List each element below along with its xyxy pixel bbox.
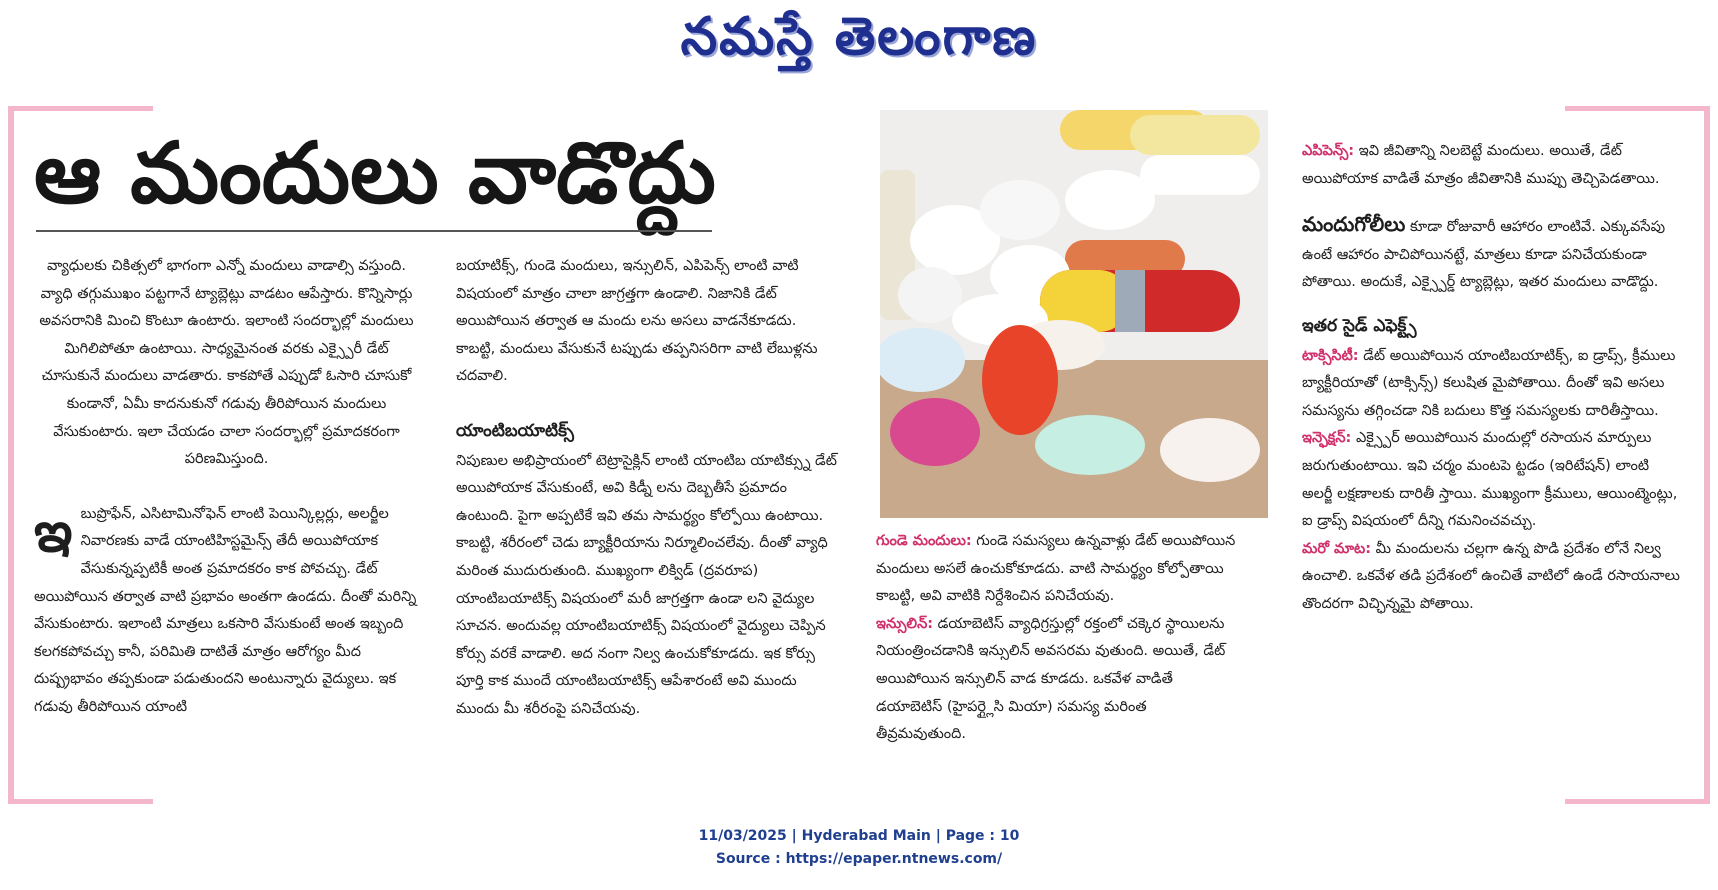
infection-text: ఎక్స్పైర్ అయిపోయిన మందుల్లో రసాయన మార్పులు జరుగుతుంటాయి. ఇవి చర్మం మంటపె ట్టడం (ఇరిటేషన్) లాంటి అలర్జీ లక్షణాలకు దారితీ స్తాయి. ముఖ్యంగా క్రీములు, ఆయింట్మెంట్లు, ఐ డ్రాప్స్ విషయంలో దీన్ని గమనించవచ్చు. bbox=[1302, 430, 1678, 530]
painkillers-text: బుప్రొఫేన్, ఎసిటామినోఫెన్ లాంటి పెయిన్కిల్లర్లు, అలర్జీల నివారణకు వాడే యాంటిహిస్టమైన్స్ తేదీ అయిపోయాక వేసుకున్నప్పటికీ అంత ప్రమాదకరం కాక పోవచ్చు. డేట్ అయిపోయిన తర్వాత వాటి ప్రభావం అంతగా ఉండదు. దీంతో మరిన్ని వేసుకుంటారు. ఇలాంటి మాత్రలు ఒకసారి వేసుకుంటే అంత ఇబ్బంది కలగకపోవచ్చు కానీ, పరిమితి దాటితే మాత్రం ఆరోగ్యం మీద దుష్ప్రభావం తప్పకుండా పడుతుందని అంటున్నారు వైద్యులు. ఇక గడువు తీరిపోయిన యాంటి bbox=[34, 505, 417, 715]
antibiotics-subhead: యాంటిబయాటిక్స్ bbox=[456, 420, 574, 441]
drop-cap: ఇ bbox=[34, 499, 73, 565]
pills-text: కూడా రోజువారీ ఆహారం లాంటివే. ఎక్కువసేపు ఉంటే ఆహారం పాచిపోయినట్టే, మాత్రలు కూడా పనిచేయకుండా పోతాయి. అందుకే, ఎక్స్పైర్డ్ ట్యాబ్లెట్లు, ఇతర మందులు వాడొద్దు. bbox=[1302, 219, 1666, 291]
pills-lead: మందుగోలీలు bbox=[1302, 212, 1406, 237]
masthead-logo: నమస్తే తెలంగాణ bbox=[680, 6, 1038, 67]
insulin-label: ఇన్సులిన్: bbox=[876, 615, 934, 632]
insulin-text: డయాబెటిస్ వ్యాధిగ్రస్తుల్లో రక్తంలో చక్కెర స్థాయిలను నియంత్రించడానికి ఇన్సులిన్ అవసరమ వుతుంది. అయితే, డేట్ అయిపోయిన ఇన్సులిన్ వాడ కూడదు. ఒకవేళ వాడితే డయాబెటిస్ (హైపర్గ్లైసి మియా) సమస్య మరింత తీవ్రమవుతుంది. bbox=[876, 615, 1226, 743]
footer-edition-info: 11/03/2025 | Hyderabad Main | Page : 10 bbox=[698, 828, 1020, 844]
column2-paragraph: బయాటిక్స్, గుండె మందులు, ఇన్సులిన్, ఎపిపెన్స్ లాంటి వాటి విషయంలో మాత్రం చాలా జాగ్రత్తగా ఉండాలి. నిజానికి డేట్ అయిపోయిన తర్వాత ఆ మందు లను అసలు వాడనేకూడదు. కాబట్టి, మందులు వేసుకునే టప్పుడు తప్పనిసరిగా వాటి లేబుళ్లను చదవాలి. bbox=[456, 258, 818, 385]
article-column-2 bbox=[456, 253, 838, 751]
antibiotics-paragraph: నిపుణుల అభిప్రాయంలో టెట్రాసైక్లిన్ లాంటి యాంటిబ యాటిక్స్ను డేట్ అయిపోయాక వేసుకుంటే, అవి కిడ్నీ లను దెబ్బతీసే ప్రమాదం ఉంటుంది. పైగా అప్పటికే ఇవి తమ సామర్థ్యం కోల్పోయి ఉంటాయి. కాబట్టి, శరీరంలో చెడు బ్యాక్టీరియాను నిర్మూలించలేవు. దీంతో వ్యాధి మరింత ముదురుతుంది. ముఖ్యంగా లిక్విడ్ (ద్రవరూప) యాంటిబయాటిక్స్ విషయంలో మరీ జాగ్రత్తగా ఉండా లని వైద్యుల సూచన. అందువల్ల యాంటిబయాటిక్స్ విషయంలో వైద్యులు చెప్పిన కోర్సు వరకే వాడాలి. అద నంగా నిల్వ ఉంచుకోకూడదు. ఇక కోర్సు పూర్తి కాక ముందే యాంటిబయాటిక్స్ ఆపేశారంటే అవి ముందు ముందు మీ శరీరంపై పనిచేయవు. bbox=[456, 452, 837, 717]
epipen-item bbox=[1302, 138, 1682, 193]
article-column-4 bbox=[1302, 138, 1682, 619]
heart-medicine-text: గుండె సమస్యలు ఉన్నవాళ్లు డేట్ అయిపోయిన మందులు అసలే ఉంచుకోకూడదు. వాటి సామర్థ్యం కోల్పోతాయి కాబట్టి, అవి వాటికి నిర్దేశించిన పనిచేయవు. bbox=[876, 533, 1236, 605]
frame-border-left-top bbox=[8, 106, 153, 111]
pills-paragraph bbox=[1302, 211, 1682, 297]
article-headline: ఆ మందులు వాడొద్దు bbox=[34, 124, 716, 222]
epipen-text: ఇవి జీవితాన్ని నిలబెట్టే మందులు. అయితే, డేట్ అయిపోయాక వాడితే మాత్రం జీవితానికి ముప్పు తెచ్చిపెడతాయి. bbox=[1302, 143, 1660, 187]
frame-border-right-top bbox=[1565, 106, 1710, 111]
frame-border-right-bottom bbox=[1565, 799, 1710, 804]
pills-photo bbox=[880, 110, 1268, 518]
footer-source-link[interactable]: Source : https://epaper.ntnews.com/ bbox=[715, 851, 1003, 867]
more-note-item bbox=[1302, 536, 1682, 619]
headline-rule bbox=[36, 230, 712, 232]
frame-border-left bbox=[8, 106, 14, 804]
insulin-item bbox=[876, 611, 1241, 749]
pills-illustration bbox=[880, 110, 1268, 518]
heart-medicine-item bbox=[876, 528, 1241, 611]
toxicity-text: డేట్ అయిపోయిన యాంటిబయాటిక్స్, ఐ డ్రాప్స్, క్రీములు బ్యాక్టీరియాతో (టాక్సిన్స్) కలుషిత మైపోతాయి. దీంతో ఇవి అసలు సమస్యను తగ్గించడా నికి బదులు కొత్త సమస్యలకు దారితీస్తాయి. bbox=[1302, 347, 1676, 419]
toxicity-item bbox=[1302, 343, 1682, 426]
frame-border-left-bottom bbox=[8, 799, 153, 804]
infection-item bbox=[1302, 425, 1682, 535]
epipen-label: ఎపిపెన్స్: bbox=[1302, 143, 1355, 159]
painkillers-paragraph bbox=[34, 501, 419, 722]
more-note-text: మీ మందులను చల్లగా ఉన్న పొడి ప్రదేశం లోనే నిల్వ ఉంచాలి. ఒకవేళ తడి ప్రదేశంలో ఉంచితే వాటిలో ఉండే రసాయనాలు తొందరగా విచ్ఛిన్నమై పోతాయి. bbox=[1302, 540, 1680, 612]
infection-label: ఇన్ఫెక్షన్: bbox=[1302, 430, 1352, 447]
intro-paragraph: వ్యాధులకు చికిత్సలో భాగంగా ఎన్నో మందులు వాడాల్సి వస్తుంది. వ్యాధి తగ్గుముఖం పట్టగానే ట్యాబ్లెట్లు వాడటం ఆపేస్తారు. కొన్నిసార్లు అవసరానికి మించి కొంటూ ఉంటారు. ఇలాంటి సందర్భాల్లో మందులు మిగిలిపోతూ ఉంటాయి. సాధ్యమైనంత వరకు ఎక్స్పైరీ డేట్ చూసుకునే మందులు వాడతారు. కాకపోతే ఎప్పుడో ఓసారి చూసుకో కుండానో, ఏమీ కాదనుకునో గడువు తీరిపోయిన మందులు వేసుకుంటారు. ఇలా చేయడం చాలా సందర్భాల్లో ప్రమాదకరంగా పరిణమిస్తుంది. bbox=[39, 258, 414, 468]
frame-border-right bbox=[1704, 106, 1710, 804]
heart-medicine-label: గుండె మందులు: bbox=[876, 533, 972, 549]
article-column-3 bbox=[876, 528, 1241, 749]
article-column-1 bbox=[34, 253, 419, 749]
toxicity-label: టాక్సిసిటీ: bbox=[1302, 347, 1359, 364]
more-note-label: మరో మాట: bbox=[1302, 540, 1372, 557]
side-effects-subhead: ఇతర సైడ్ ఎఫెక్ట్స్ bbox=[1302, 315, 1417, 336]
